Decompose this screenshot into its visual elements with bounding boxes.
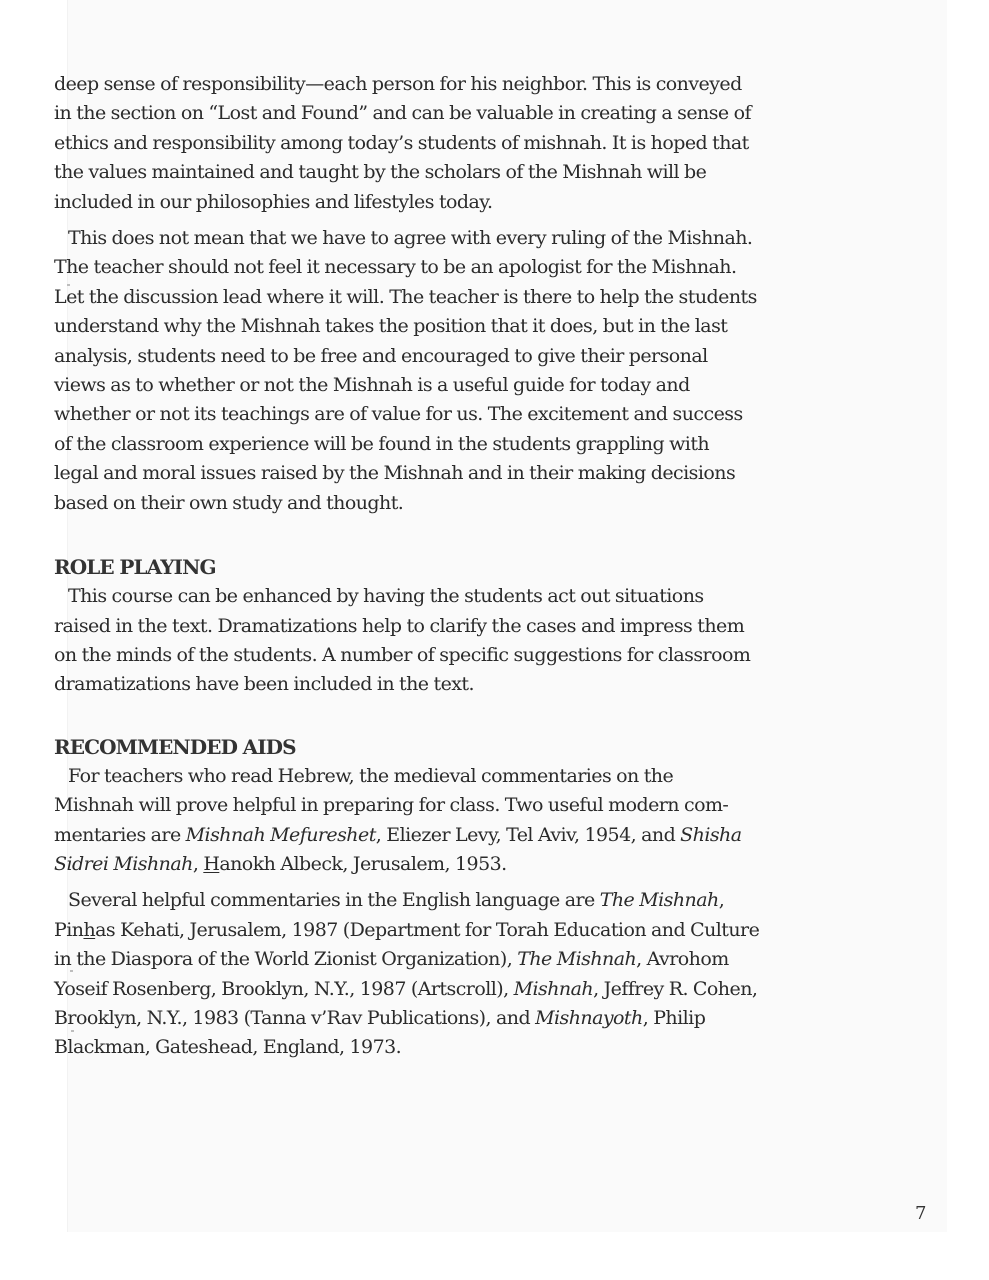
- text-line: Mishnah will prove helpful in preparing for class. Two useful modern com-: [54, 794, 729, 817]
- text-run: ,: [718, 889, 725, 912]
- text-line: whether or not its teachings are of value for us. The excitement and success: [54, 403, 743, 426]
- book-title: The Mishnah: [517, 948, 637, 971]
- book-title: The Mishnah: [599, 889, 719, 912]
- transliteration-underline: h: [83, 918, 96, 941]
- text-line: views as to whether or not the Mishnah is a useful guide for today and: [54, 374, 690, 397]
- text-line: understand why the Mishnah takes the position that it does, but in the last: [54, 315, 728, 338]
- text-line: [54, 850, 866, 879]
- text-line: [54, 975, 866, 1004]
- text-line: Let the discussion lead where it will. The teacher is there to help the students: [54, 285, 757, 308]
- text-line: based on their own study and thought.: [54, 491, 404, 514]
- book-title: Shisha: [680, 823, 742, 846]
- text-run: , Jeffrey R. Cohen,: [593, 977, 758, 1000]
- text-line: the values maintained and taught by the scholars of the Mishnah will be: [54, 161, 707, 184]
- text-line: [54, 1004, 866, 1033]
- recommended-aids-paragraph-2: [54, 886, 866, 1062]
- text-run: Pin: [54, 918, 84, 941]
- book-title: Mishnah: [513, 977, 594, 1000]
- text-line: [54, 821, 866, 850]
- text-run: , Eliezer Levy, Tel Aviv, 1954, and: [375, 823, 681, 846]
- text-run: , Avrohom: [636, 948, 729, 971]
- text-line: included in our philosophies and lifestyles today.: [54, 190, 493, 213]
- text-line: analysis, students need to be free and encouraged to give their personal: [54, 344, 708, 367]
- text-run: Several helpful commentaries in the English language are: [68, 889, 600, 912]
- text-line: Blackman, Gateshead, England, 1973.: [54, 1036, 402, 1059]
- text-line: raised in the text. Dramatizations help to clarify the cases and impress them: [54, 614, 745, 637]
- text-line: This does not mean that we have to agree with every ruling of the Mishnah.: [68, 227, 753, 250]
- text-line: This course can be enhanced by having the students act out situations: [68, 585, 704, 608]
- text-run: anokh Albeck, Jerusalem, 1953.: [219, 852, 507, 875]
- text-line: ethics and responsibility among today’s students of mishnah. It is hoped that: [54, 131, 749, 154]
- role-playing-paragraph: [54, 582, 866, 700]
- book-title: Sidrei Mishnah: [54, 852, 193, 875]
- section-heading-recommended-aids: RECOMMENDED AIDS: [54, 734, 296, 759]
- text-run: in the Diaspora of the World Zionist Organization),: [54, 948, 518, 971]
- text-line: The teacher should not feel it necessary to be an apologist for the Mishnah.: [54, 256, 737, 279]
- intro-paragraph-1: [54, 70, 866, 217]
- text-line: dramatizations have been included in the text.: [54, 673, 475, 696]
- text-line: [54, 945, 866, 974]
- text-line: deep sense of responsibility—each person for his neighbor. This is conveyed: [54, 73, 742, 95]
- text-line: For teachers who read Hebrew, the medieval commentaries on the: [68, 764, 674, 787]
- recommended-aids-paragraph-1: [54, 762, 866, 880]
- text-line: [54, 886, 866, 915]
- book-title: Mishnayoth: [535, 1006, 643, 1029]
- text-line: on the minds of the students. A number of specific suggestions for classroom: [54, 643, 751, 666]
- text-run: , Philip: [642, 1006, 706, 1029]
- section-heading-role-playing: ROLE PLAYING: [54, 555, 216, 580]
- transliteration-underline: H: [203, 852, 220, 875]
- book-title: Mishnah Mefureshet: [185, 823, 376, 846]
- text-line: in the section on “Lost and Found” and can be valuable in creating a sense of: [54, 102, 751, 125]
- page-number: 7: [915, 1203, 927, 1224]
- text-run: as Kehati, Jerusalem, 1987 (Department for Torah Education and Culture: [95, 918, 760, 941]
- intro-paragraph-2: [54, 224, 866, 518]
- text-line: [54, 916, 866, 945]
- text-run: Brooklyn, N.Y., 1983 (Tanna v’Rav Publications), and: [54, 1006, 536, 1029]
- text-line: legal and moral issues raised by the Mishnah and in their making decisions: [54, 462, 736, 485]
- page-body: [54, 70, 866, 1063]
- text-line: of the classroom experience will be found in the students grappling with: [54, 432, 710, 455]
- text-run: Yoseif Rosenberg, Brooklyn, N.Y., 1987 (Artscroll),: [54, 977, 514, 1000]
- text-run: ,: [192, 852, 204, 875]
- text-run: mentaries are: [54, 823, 186, 846]
